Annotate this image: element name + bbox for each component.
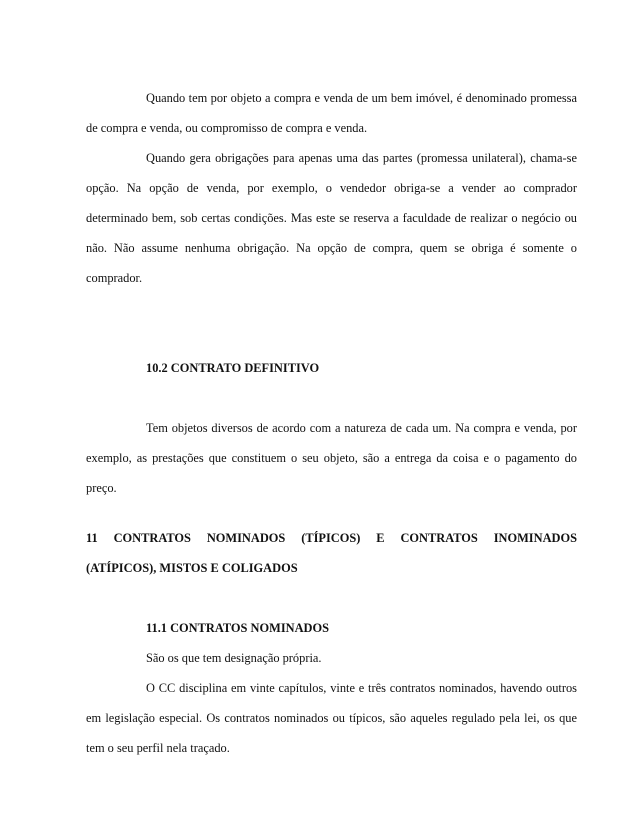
paragraph-opcao-line-2: opção. Na opção de venda, por exemplo, o vendedor obriga-se a vender ao comprador (86, 181, 577, 195)
section-heading-11-line-2: (ATÍPICOS), MISTOS E COLIGADOS (86, 561, 298, 575)
paragraph-promessa-line-2: de compra e venda, ou compromisso de compra e venda. (86, 121, 368, 135)
paragraph-definitivo-line-2: exemplo, as prestações que constituem o seu objeto, são a entrega da coisa e o pagamento do (86, 451, 577, 465)
paragraph-cc-line-1: O CC disciplina em vinte capítulos, vinte e três contratos nominados, havendo outros (146, 681, 577, 695)
section-heading-11-line-1: 11 CONTRATOS NOMINADOS (TÍPICOS) E CONTRATOS INOMINADOS (86, 531, 577, 545)
paragraph-promessa-line-1: Quando tem por objeto a compra e venda de um bem imóvel, é denominado promessa (146, 91, 577, 105)
section-heading-10-2: 10.2 CONTRATO DEFINITIVO (146, 361, 320, 375)
section-heading-11-1: 11.1 CONTRATOS NOMINADOS (146, 621, 330, 635)
paragraph-cc-line-2: em legislação especial. Os contratos nominados ou típicos, são aqueles regulado pela lei, os que (86, 711, 577, 725)
paragraph-opcao-line-5: comprador. (86, 271, 143, 285)
paragraph-designacao: São os que tem designação própria. (146, 651, 322, 665)
paragraph-opcao-line-3: determinado bem, sob certas condições. Mas este se reserva a faculdade de realizar o negócio ou (86, 211, 577, 225)
paragraph-definitivo-line-1: Tem objetos diversos de acordo com a natureza de cada um. Na compra e venda, por (146, 421, 577, 435)
paragraph-opcao-line-4: não. Não assume nenhuma obrigação. Na opção de compra, quem se obriga é somente o (86, 241, 577, 255)
paragraph-cc-line-3: tem o seu perfil nela traçado. (86, 741, 230, 755)
paragraph-opcao-line-1: Quando gera obrigações para apenas uma das partes (promessa unilateral), chama-se (146, 151, 577, 165)
paragraph-definitivo-line-3: preço. (86, 481, 117, 495)
